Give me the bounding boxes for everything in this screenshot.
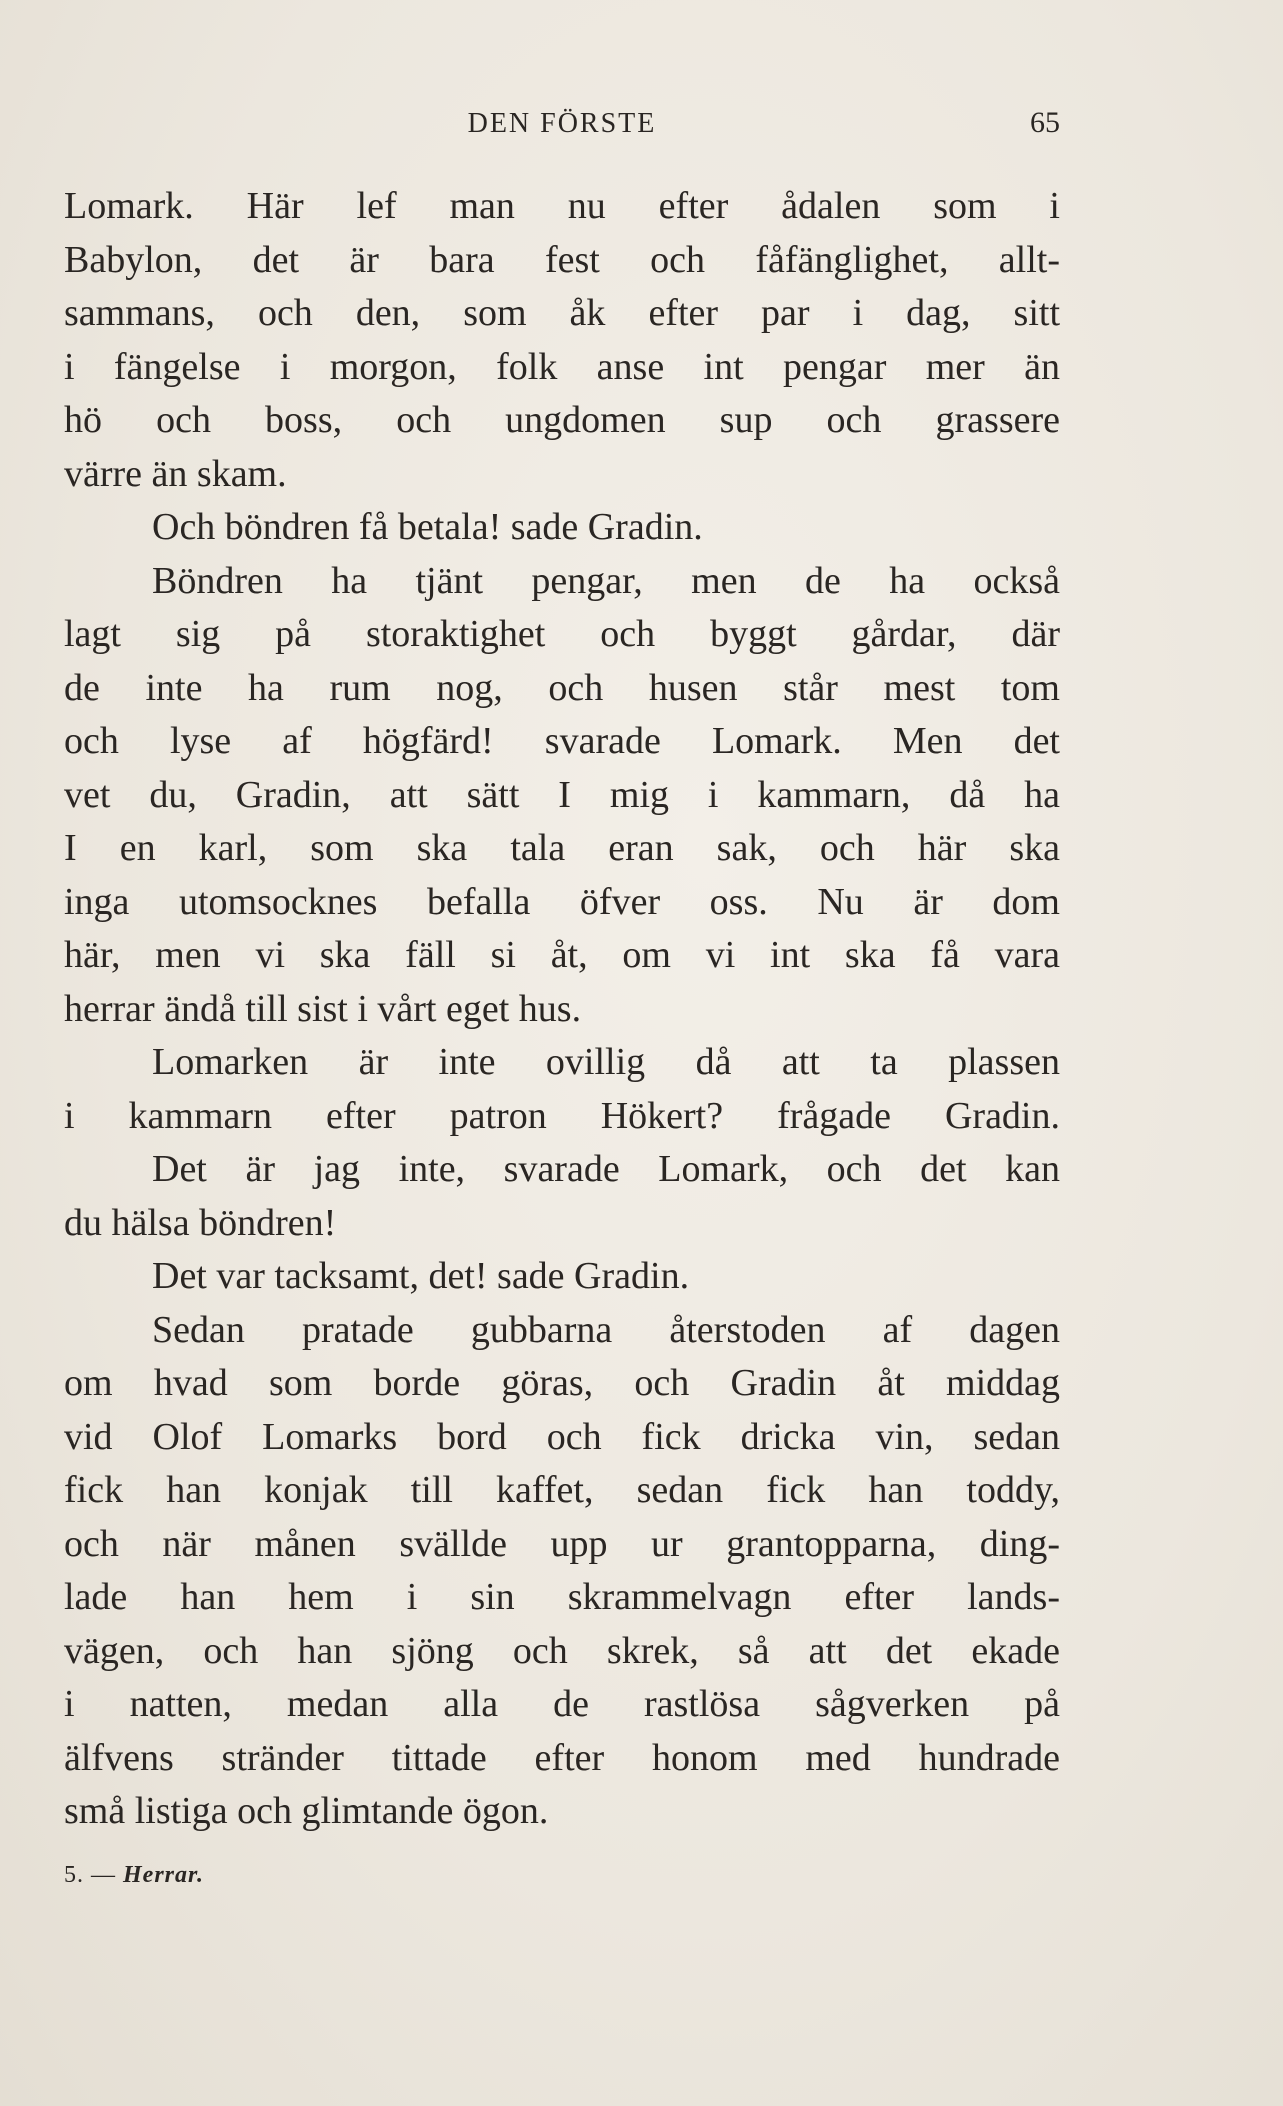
running-head — [64, 104, 1060, 144]
text-line: lagt sig på storaktighet och byggt gårdar, där — [64, 613, 1060, 655]
text-line: du hälsa böndren! — [64, 1201, 337, 1244]
text-line: här, men vi ska fäll si åt, om vi int ska få vara — [64, 934, 1060, 976]
text-line: Babylon, det är bara fest och fåfänglighet, allt- — [64, 238, 1060, 281]
running-title: DEN FÖRSTE — [467, 108, 657, 139]
page-number: 65 — [1030, 106, 1060, 139]
text-line: Böndren ha tjänt pengar, men de ha också — [152, 559, 1060, 602]
text-line: små listiga och glimtande ögon. — [64, 1790, 549, 1832]
text-line: vid Olof Lomarks bord och fick dricka vin, sedan — [64, 1415, 1060, 1458]
body-text — [64, 180, 1060, 1839]
text-line: Det var tacksamt, det! sade Gradin. — [152, 1255, 690, 1297]
signature-number: 5. — [64, 1862, 84, 1888]
text-line: sammans, och den, som åk efter par i dag, sitt — [64, 292, 1060, 334]
text-line: i fängelse i morgon, folk anse int pengar mer än — [64, 345, 1060, 388]
text-line: de inte ha rum nog, och husen står mest tom — [64, 666, 1060, 709]
text-line: fick han konjak till kaffet, sedan fick han toddy, — [64, 1469, 1060, 1511]
text-line: Lomarken är inte ovillig då att ta plassen — [152, 1041, 1060, 1083]
signature-dash: — — [91, 1862, 116, 1888]
text-line: och när månen svällde upp ur grantopparna, ding- — [64, 1522, 1060, 1565]
text-line: lade han hem i sin skrammelvagn efter lands- — [64, 1576, 1060, 1618]
text-line: om hvad som borde göras, och Gradin åt middag — [64, 1362, 1060, 1404]
text-line: Sedan pratade gubbarna återstoden af dagen — [152, 1308, 1060, 1351]
signature-mark — [64, 1862, 204, 1889]
text-line: Lomark. Här lef man nu efter ådalen som i — [64, 185, 1060, 227]
text-line: vet du, Gradin, att sätt I mig i kammarn, då ha — [64, 773, 1060, 816]
text-line: Det är jag inte, svarade Lomark, och det kan — [152, 1148, 1060, 1190]
signature-title: Herrar. — [123, 1862, 205, 1888]
text-line: i kammarn efter patron Hökert? frågade Gradin. — [64, 1094, 1060, 1137]
text-line: hö och boss, och ungdomen sup och grassere — [64, 399, 1060, 441]
text-line: älfvens stränder tittade efter honom med hundrade — [64, 1736, 1060, 1779]
text-line: i natten, medan alla de rastlösa sågverken på — [64, 1683, 1060, 1725]
text-line: och lyse af högfärd! svarade Lomark. Men det — [64, 720, 1060, 762]
text-line: inga utomsocknes befalla öfver oss. Nu är dom — [64, 880, 1060, 923]
text-line: Och böndren få betala! sade Gradin. — [152, 506, 703, 548]
text-line: vägen, och han sjöng och skrek, så att det ekade — [64, 1629, 1060, 1672]
text-line: herrar ändå till sist i vårt eget hus. — [64, 987, 582, 1030]
text-line: I en karl, som ska tala eran sak, och här ska — [64, 827, 1060, 869]
text-line: värre än skam. — [64, 452, 287, 495]
